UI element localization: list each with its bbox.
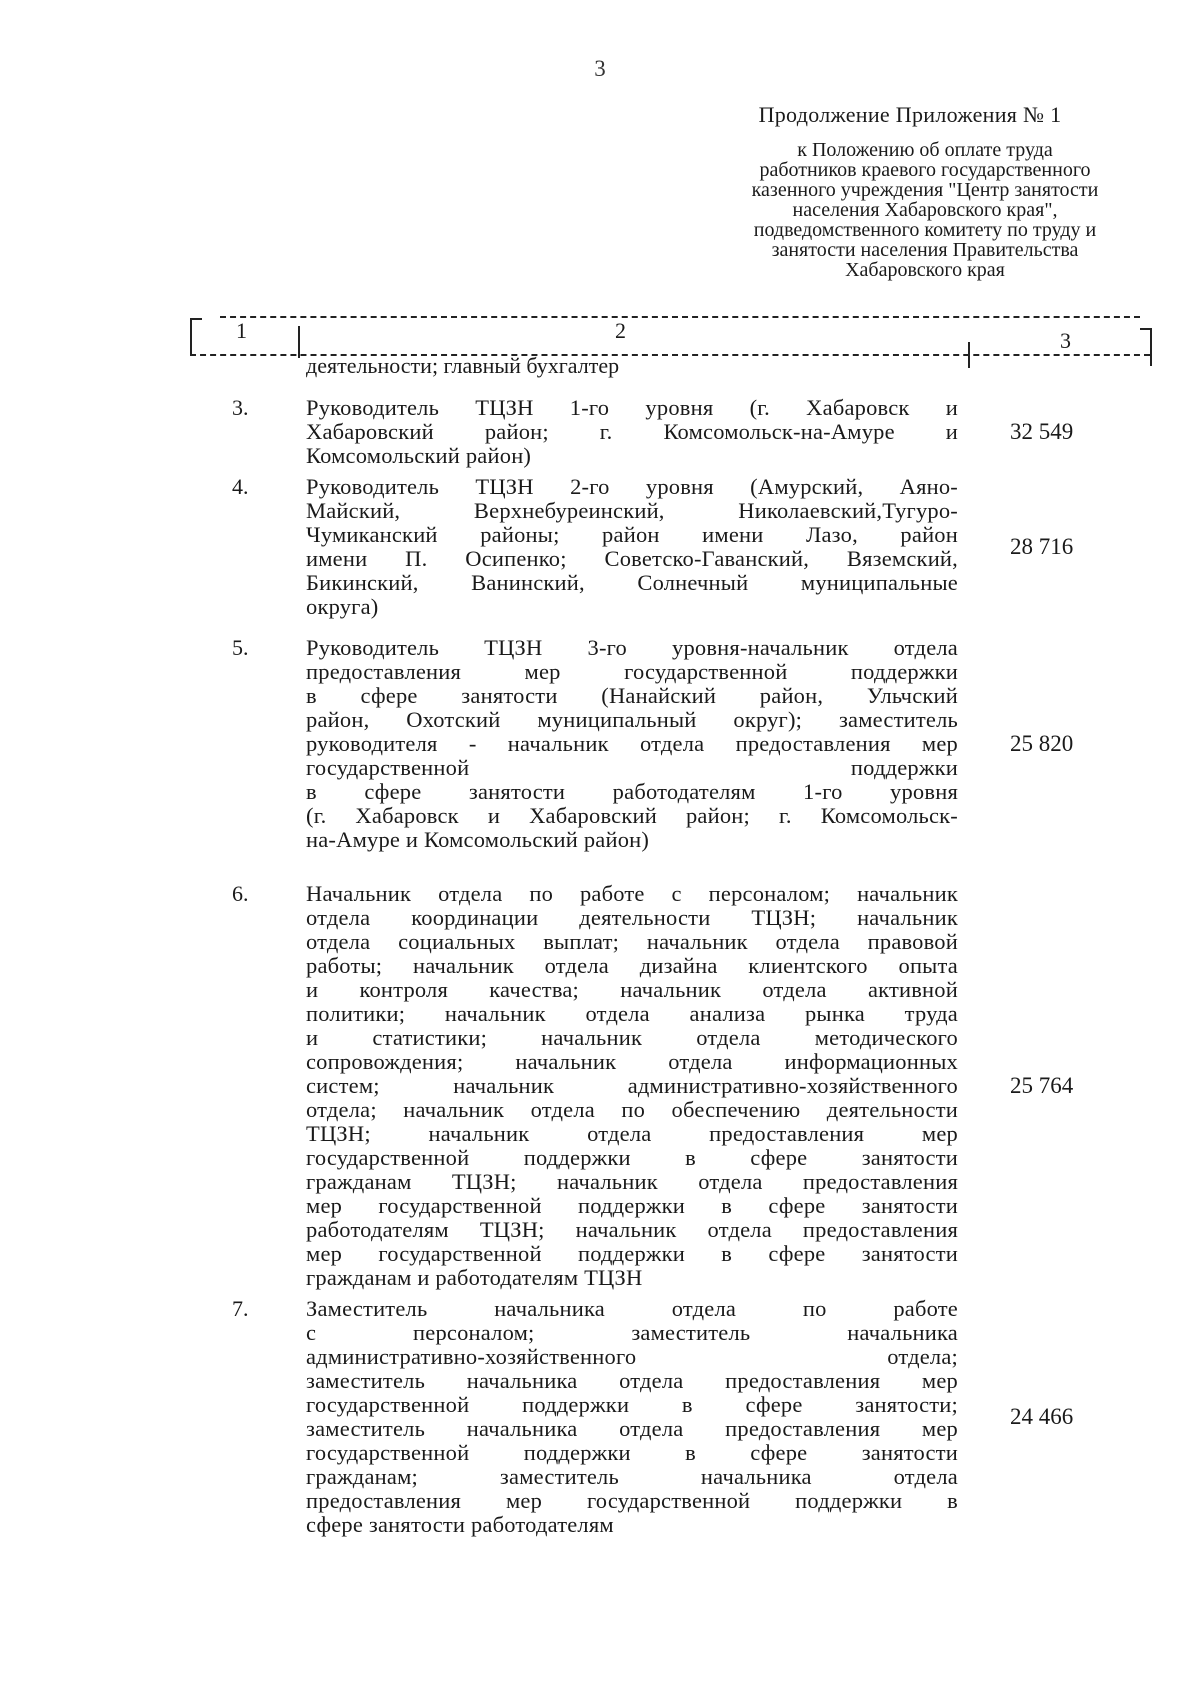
row-text-line: сфере занятости работодателям (306, 1513, 614, 1537)
row-text-line: округа) (306, 595, 379, 619)
column-header-2: 2 (615, 318, 626, 343)
row-text-line: работодателям ТЦЗН; начальник отдела предоставления (306, 1218, 958, 1242)
row-number: 5. (232, 635, 249, 660)
row-text-line: руководителя - начальник отдела предоставления мер (306, 732, 958, 756)
appendix-approval-block (715, 140, 1135, 280)
approval-line: казенного учреждения "Центр занятости (751, 179, 1099, 201)
row-text-line: гражданам и работодателям ТЦЗН (306, 1266, 643, 1290)
row-text-line: административно-хозяйственного отдела; (306, 1345, 958, 1369)
row-number: 6. (232, 881, 249, 906)
row-text-line: на-Амуре и Комсомольский район) (306, 828, 650, 852)
row-text-line: систем; начальник административно-хозяйственного (306, 1074, 958, 1098)
row-number: 3. (232, 395, 249, 420)
approval-line: Хабаровского края (845, 259, 1005, 281)
row-text-line: Руководитель ТЦЗН 2-го уровня (Амурский, Аяно- (306, 475, 958, 499)
approval-line: населения Хабаровского края", (792, 199, 1058, 221)
row-text-line: политики; начальник отдела анализа рынка труда (306, 1002, 958, 1026)
carry-over-text: деятельности; главный бухгалтер (306, 353, 620, 378)
row-text-line: Чумиканский районы; район имени Лазо, район (306, 523, 958, 547)
row-text-line: в сфере занятости работодателям 1-го уровня (306, 780, 958, 804)
row-text-line: работы; начальник отдела дизайна клиентского опыта (306, 954, 958, 978)
appendix-continuation-title: Продолжение Приложения № 1 (758, 102, 1062, 127)
row-text-line: сопровождения; начальник отдела информационных (306, 1050, 958, 1074)
row-text-line: мер государственной поддержки в сфере занятости (306, 1242, 958, 1266)
row-text-line: гражданам; заместитель начальника отдела (306, 1465, 958, 1489)
row-text-line: (г. Хабаровск и Хабаровский район; г. Комсомольск- (306, 804, 958, 828)
row-text-line: заместитель начальника отдела предоставления мер (306, 1369, 958, 1393)
row-salary-value: 24 466 (1010, 1404, 1074, 1429)
row-text-line: в сфере занятости (Нанайский район, Ульчский (306, 684, 958, 708)
row-salary-value: 25 764 (1010, 1073, 1074, 1098)
approval-line: подведомственного комитету по труду и (753, 219, 1097, 241)
row-text-line: гражданам ТЦЗН; начальник отдела предоставления (306, 1170, 958, 1194)
row-salary-value: 28 716 (1010, 534, 1074, 559)
row-text-line: государственной поддержки (306, 756, 958, 780)
row-text-line: государственной поддержки в сфере занятости (306, 1146, 958, 1170)
row-text-line: предоставления мер государственной поддержки в (306, 1489, 958, 1513)
row-text-line: Майский, Верхнебуреинский, Николаевский,Тугуро- (306, 499, 958, 523)
row-text-line: государственной поддержки в сфере занятости (306, 1441, 958, 1465)
header-left-bracket (190, 318, 202, 356)
column-header-3: 3 (1060, 328, 1071, 353)
header-column-separator (968, 342, 970, 368)
row-position-titles (306, 396, 958, 468)
row-text-line: и контроля качества; начальник отдела активной (306, 978, 958, 1002)
row-text-line: и статистики; начальник отдела методического (306, 1026, 958, 1050)
approval-line: к Положению об оплате труда (797, 139, 1053, 161)
row-text-line: Руководитель ТЦЗН 3-го уровня-начальник отдела (306, 636, 958, 660)
header-right-bracket (1140, 328, 1152, 366)
approval-line: занятости населения Правительства (771, 239, 1079, 261)
row-text-line: заместитель начальника отдела предоставления мер (306, 1417, 958, 1441)
row-position-titles (306, 1297, 958, 1537)
row-salary-value: 25 820 (1010, 731, 1074, 756)
row-text-line: предоставления мер государственной поддержки (306, 660, 958, 684)
row-text-line: отдела социальных выплат; начальник отдела правовой (306, 930, 958, 954)
row-text-line: Руководитель ТЦЗН 1-го уровня (г. Хабаровск и (306, 396, 958, 420)
row-number: 7. (232, 1296, 249, 1321)
header-column-separator (298, 326, 300, 358)
row-position-titles (306, 882, 958, 1290)
row-text-line: имени П. Осипенко; Советско-Гаванский, Вяземский, (306, 547, 958, 571)
row-text-line: Хабаровский район; г. Комсомольск-на-Амуре и (306, 420, 958, 444)
row-text-line: Комсомольский район) (306, 444, 532, 468)
row-text-line: государственной поддержки в сфере занятости; (306, 1393, 958, 1417)
table-header (190, 316, 1160, 356)
row-text-line: ТЦЗН; начальник отдела предоставления мер (306, 1122, 958, 1146)
row-text-line: отдела; начальник отдела по обеспечению деятельности (306, 1098, 958, 1122)
page-number: 3 (594, 56, 606, 81)
header-dashed-top-line (220, 316, 1140, 318)
row-text-line: мер государственной поддержки в сфере занятости (306, 1194, 958, 1218)
column-header-1: 1 (236, 318, 247, 343)
row-position-titles (306, 636, 958, 852)
row-text-line: район, Охотский муниципальный округ); заместитель (306, 708, 958, 732)
approval-line: работников краевого государственного (759, 159, 1091, 181)
row-text-line: отдела координации деятельности ТЦЗН; начальник (306, 906, 958, 930)
row-text-line: с персоналом; заместитель начальника (306, 1321, 958, 1345)
row-salary-value: 32 549 (1010, 419, 1074, 444)
row-text-line: Бикинский, Ванинский, Солнечный муниципальные (306, 571, 958, 595)
row-position-titles (306, 475, 958, 619)
row-text-line: Заместитель начальника отдела по работе (306, 1297, 958, 1321)
row-number: 4. (232, 474, 249, 499)
row-text-line: Начальник отдела по работе с персоналом; начальник (306, 882, 958, 906)
